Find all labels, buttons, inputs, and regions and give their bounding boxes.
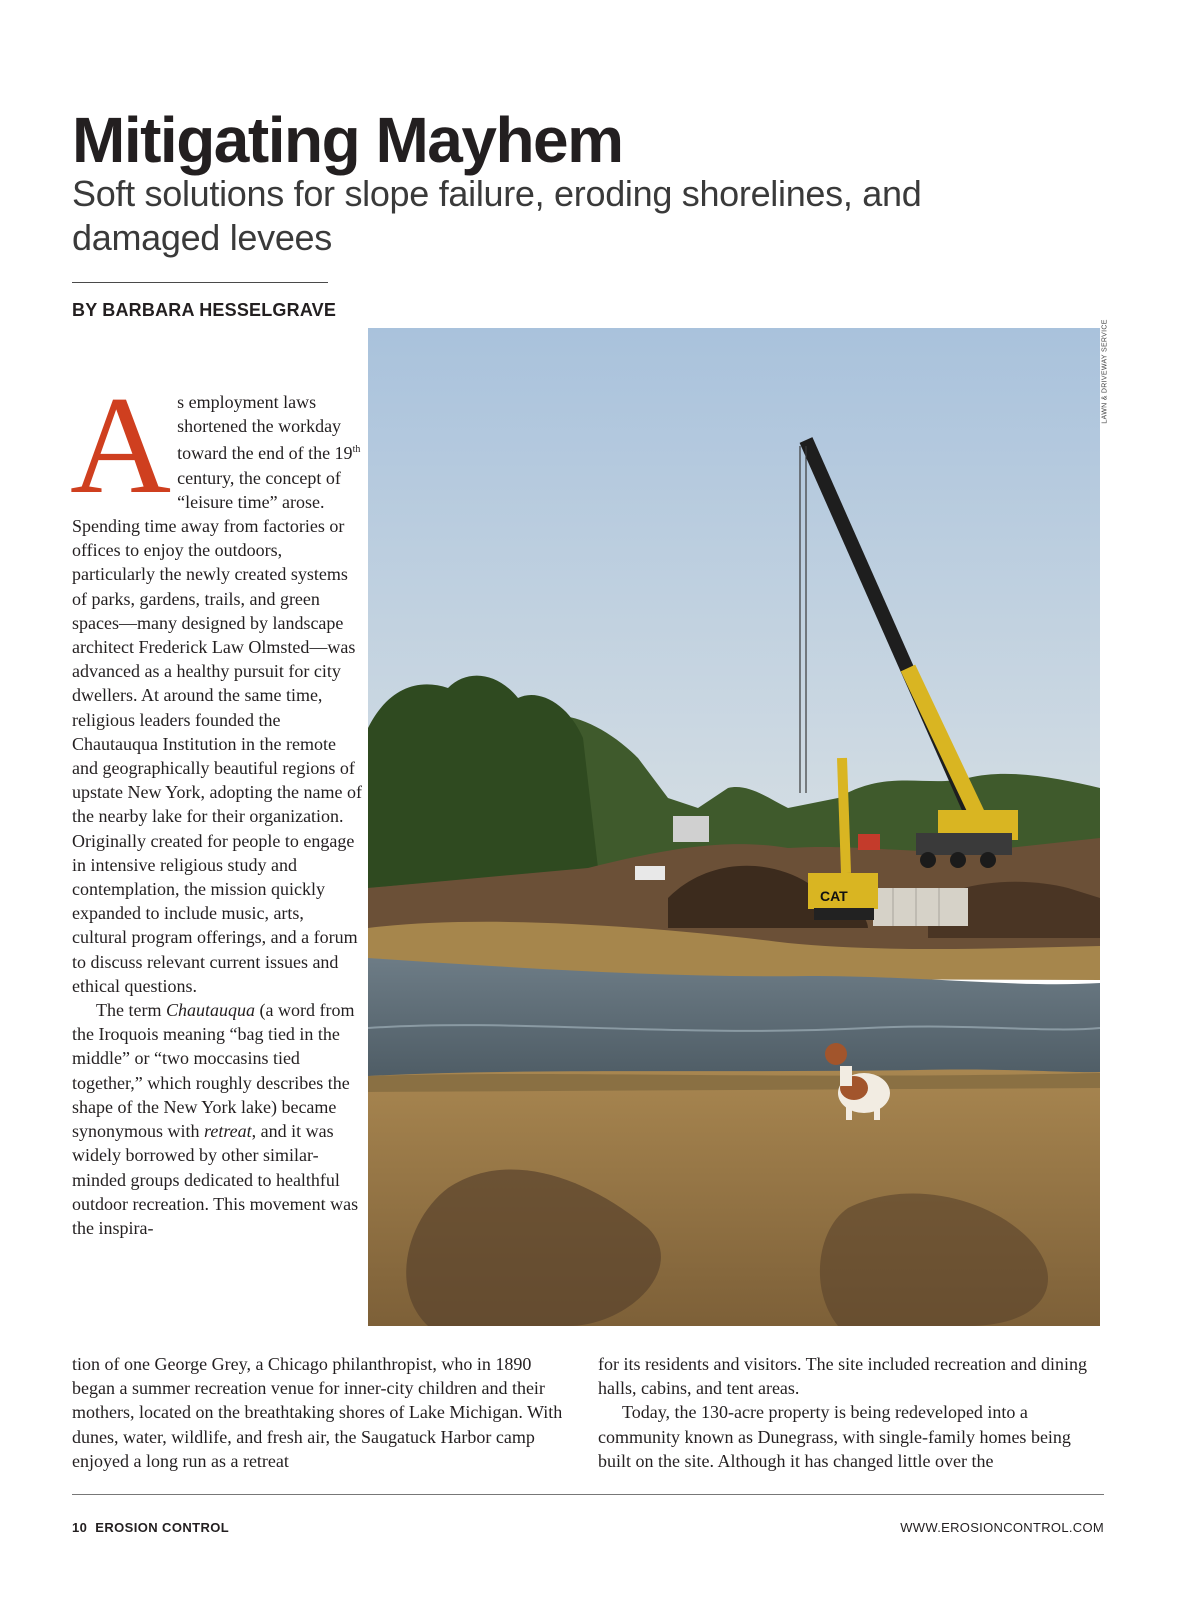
paragraph-1 xyxy=(70,368,362,998)
paragraph-2-text-c: , and it was widely borrowed by other similar-minded groups dedicated to healthful outdoor recreation. This movement was the inspira- xyxy=(72,1121,359,1238)
footer-divider xyxy=(72,1494,1104,1495)
page-number: 10 xyxy=(72,1520,88,1535)
construction-site-photo xyxy=(368,328,1100,1326)
paragraph-3: Today, the 130-acre property is being redeveloped into a community known as Dunegrass, with single-family homes being built on the site. Although it has changed little over the xyxy=(598,1402,1071,1471)
term-retreat: retreat xyxy=(204,1121,252,1142)
paragraph-2-text-a: The term xyxy=(96,1000,166,1021)
drop-cap: A xyxy=(70,368,172,523)
title-divider xyxy=(72,282,328,283)
byline: BY BARBARA HESSELGRAVE xyxy=(72,300,337,320)
truck xyxy=(673,816,709,842)
article-subtitle: Soft solutions for slope failure, eroding shorelines, and damaged levees xyxy=(72,173,922,258)
paragraph-1-end: century, the concept of “leisure time” arose. Spending time away from factories or offices to enjoy the outdoors, particularly the newly created systems of parks, gardens, trails, and green spaces—many designed by landscape architect Frederick Law Olmsted—was advanced as a healthy pursuit for city dwellers. At around the same time, religious leaders founded the Chautauqua Institution in the remote and geographically beautiful regions of upstate New York, adopting the name of the nearby lake for their organization. Originally created for people to engage in intensive religious study and contemplation, the mission quickly expanded to include music, arts, cultural program offerings, and a forum to discuss relevant current issues and ethical questions. xyxy=(72,467,362,996)
article-body-bottom-left xyxy=(72,1352,572,1473)
article-body-bottom-right xyxy=(598,1352,1104,1473)
red-vehicle xyxy=(858,834,880,850)
pickup-truck xyxy=(635,866,665,880)
paragraph-2-text-b: (a word from the Iroquois meaning “bag tied in the middle” or “two moccasins tied together,” which roughly describes the shape of the New York lake) became synonymous with xyxy=(72,1000,355,1142)
paragraph-2-continued: tion of one George Grey, a Chicago philanthropist, who in 1890 began a summer recreation venue for inner-city children and their mothers, located on the breathtaking shores of Lake Michigan. With dunes, water, wildlife, and fresh air, the Saugatuck Harbor camp enjoyed a long run as a retreat xyxy=(72,1354,563,1471)
article-body-main-column xyxy=(70,368,362,1240)
cat-logo: CAT xyxy=(820,888,848,904)
superscript-th: th xyxy=(352,444,361,456)
footer-url: WWW.EROSIONCONTROL.COM xyxy=(900,1520,1104,1535)
article-photo xyxy=(368,328,1100,1326)
paragraph-2-right: for its residents and visitors. The site included recreation and dining halls, cabins, and tent areas. xyxy=(598,1354,1088,1399)
paragraph-1-start: s employment laws shortened the workday toward the end of the 19 xyxy=(177,392,353,464)
paragraph-2 xyxy=(72,998,362,1240)
publication-name: EROSION CONTROL xyxy=(95,1520,230,1535)
footer-folio xyxy=(72,1520,229,1535)
photo-credit: LAWN & DRIVEWAY SERVICE xyxy=(1101,319,1109,424)
term-chautauqua: Chautauqua xyxy=(165,1000,255,1021)
concrete-blocks xyxy=(873,888,968,926)
article-title: Mitigating Mayhem xyxy=(72,104,623,176)
